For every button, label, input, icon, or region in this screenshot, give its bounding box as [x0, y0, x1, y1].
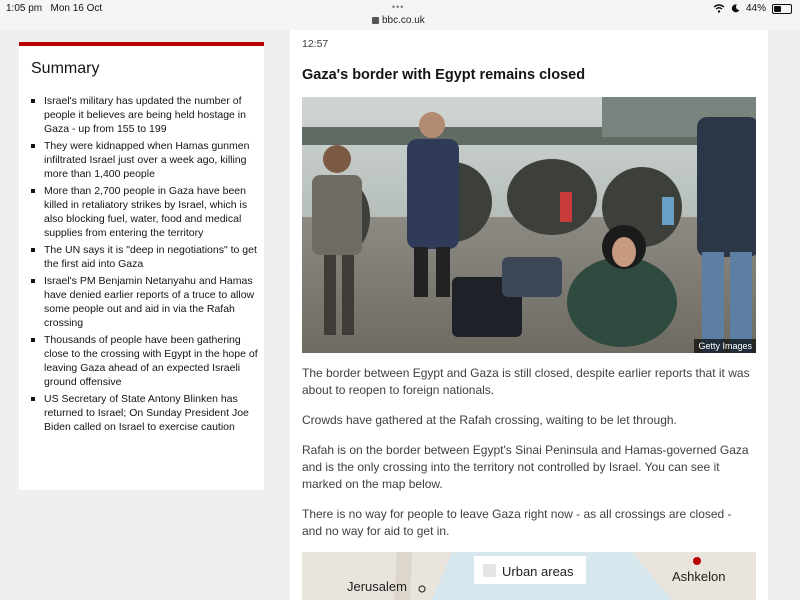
- news-photo[interactable]: [302, 97, 756, 353]
- lock-icon: [372, 17, 379, 24]
- region-map[interactable]: [302, 552, 756, 600]
- map-label-jerusalem: Jerusalem: [347, 579, 407, 594]
- address-bar[interactable]: [372, 15, 425, 26]
- crowd-photo-illustration: [302, 97, 756, 353]
- summary-item: Israel's military has updated the number of people it believes are being held hostage in Gaza - up from 155 to 199: [31, 94, 259, 136]
- status-bar: [0, 0, 800, 30]
- summary-item: The UN says it is "deep in negotiations" to get the first aid into Gaza: [31, 243, 259, 271]
- summary-list: [31, 94, 259, 437]
- wifi-icon: [713, 4, 725, 13]
- more-dots-icon[interactable]: •••: [392, 2, 405, 12]
- article-post: [290, 30, 768, 600]
- moon-icon: [731, 4, 740, 13]
- summary-title: Summary: [31, 60, 100, 77]
- status-time: [6, 3, 102, 14]
- article-paragraph: Rafah is on the border between Egypt's Sinai Peninsula and Hamas-governed Gaza and is the only crossing into the territory not controlled by Israel. You can see it marked on the map below.: [302, 443, 749, 491]
- clock-time: 1:05 pm: [6, 3, 43, 14]
- article-paragraph: The border between Egypt and Gaza is still closed, despite earlier reports that it was about to reopen to foreign nationals.: [302, 366, 750, 397]
- summary-item: US Secretary of State Antony Blinken has returned to Israel; On Sunday President Joe Biden called on Israel to exercise caution: [31, 392, 259, 434]
- map-label-ashkelon: Ashkelon: [672, 569, 726, 584]
- summary-item: They were kidnapped when Hamas gunmen infiltrated Israel just over a week ago, killing more than 1,400 people: [31, 139, 259, 181]
- status-icons: [713, 3, 792, 14]
- battery-fill: [774, 6, 781, 12]
- article-paragraph: Crowds have gathered at the Rafah crossing, waiting to be let through.: [302, 413, 677, 427]
- post-timestamp: 12:57: [302, 38, 329, 50]
- clock-date: Mon 16 Oct: [50, 3, 103, 14]
- summary-item: Thousands of people have been gathering close to the crossing with Egypt in the hope of leaving Gaza ahead of an expected Israeli ground offensive: [31, 333, 259, 389]
- image-credit: Getty Images: [694, 339, 756, 353]
- article-paragraph: There is no way for people to leave Gaza right now - as all crossings are closed - and no way for aid to get in.: [302, 507, 732, 538]
- map-graphic: [302, 552, 756, 600]
- summary-item: Israel's PM Benjamin Netanyahu and Hamas have denied earlier reports of a truce to allow some people out and aid in via the Rafah crossing: [31, 274, 259, 330]
- post-headline: Gaza's border with Egypt remains closed: [302, 67, 586, 83]
- summary-item: More than 2,700 people in Gaza have been killed in retaliatory strikes by Israel, which is also blocking fuel, water, food and medical supplies from entering the territory: [31, 184, 259, 240]
- battery-icon: [772, 4, 792, 14]
- summary-panel: [19, 42, 264, 490]
- url-text: bbc.co.uk: [382, 15, 425, 26]
- map-legend-urban: Urban areas: [502, 564, 574, 579]
- battery-percent: 44%: [745, 3, 766, 14]
